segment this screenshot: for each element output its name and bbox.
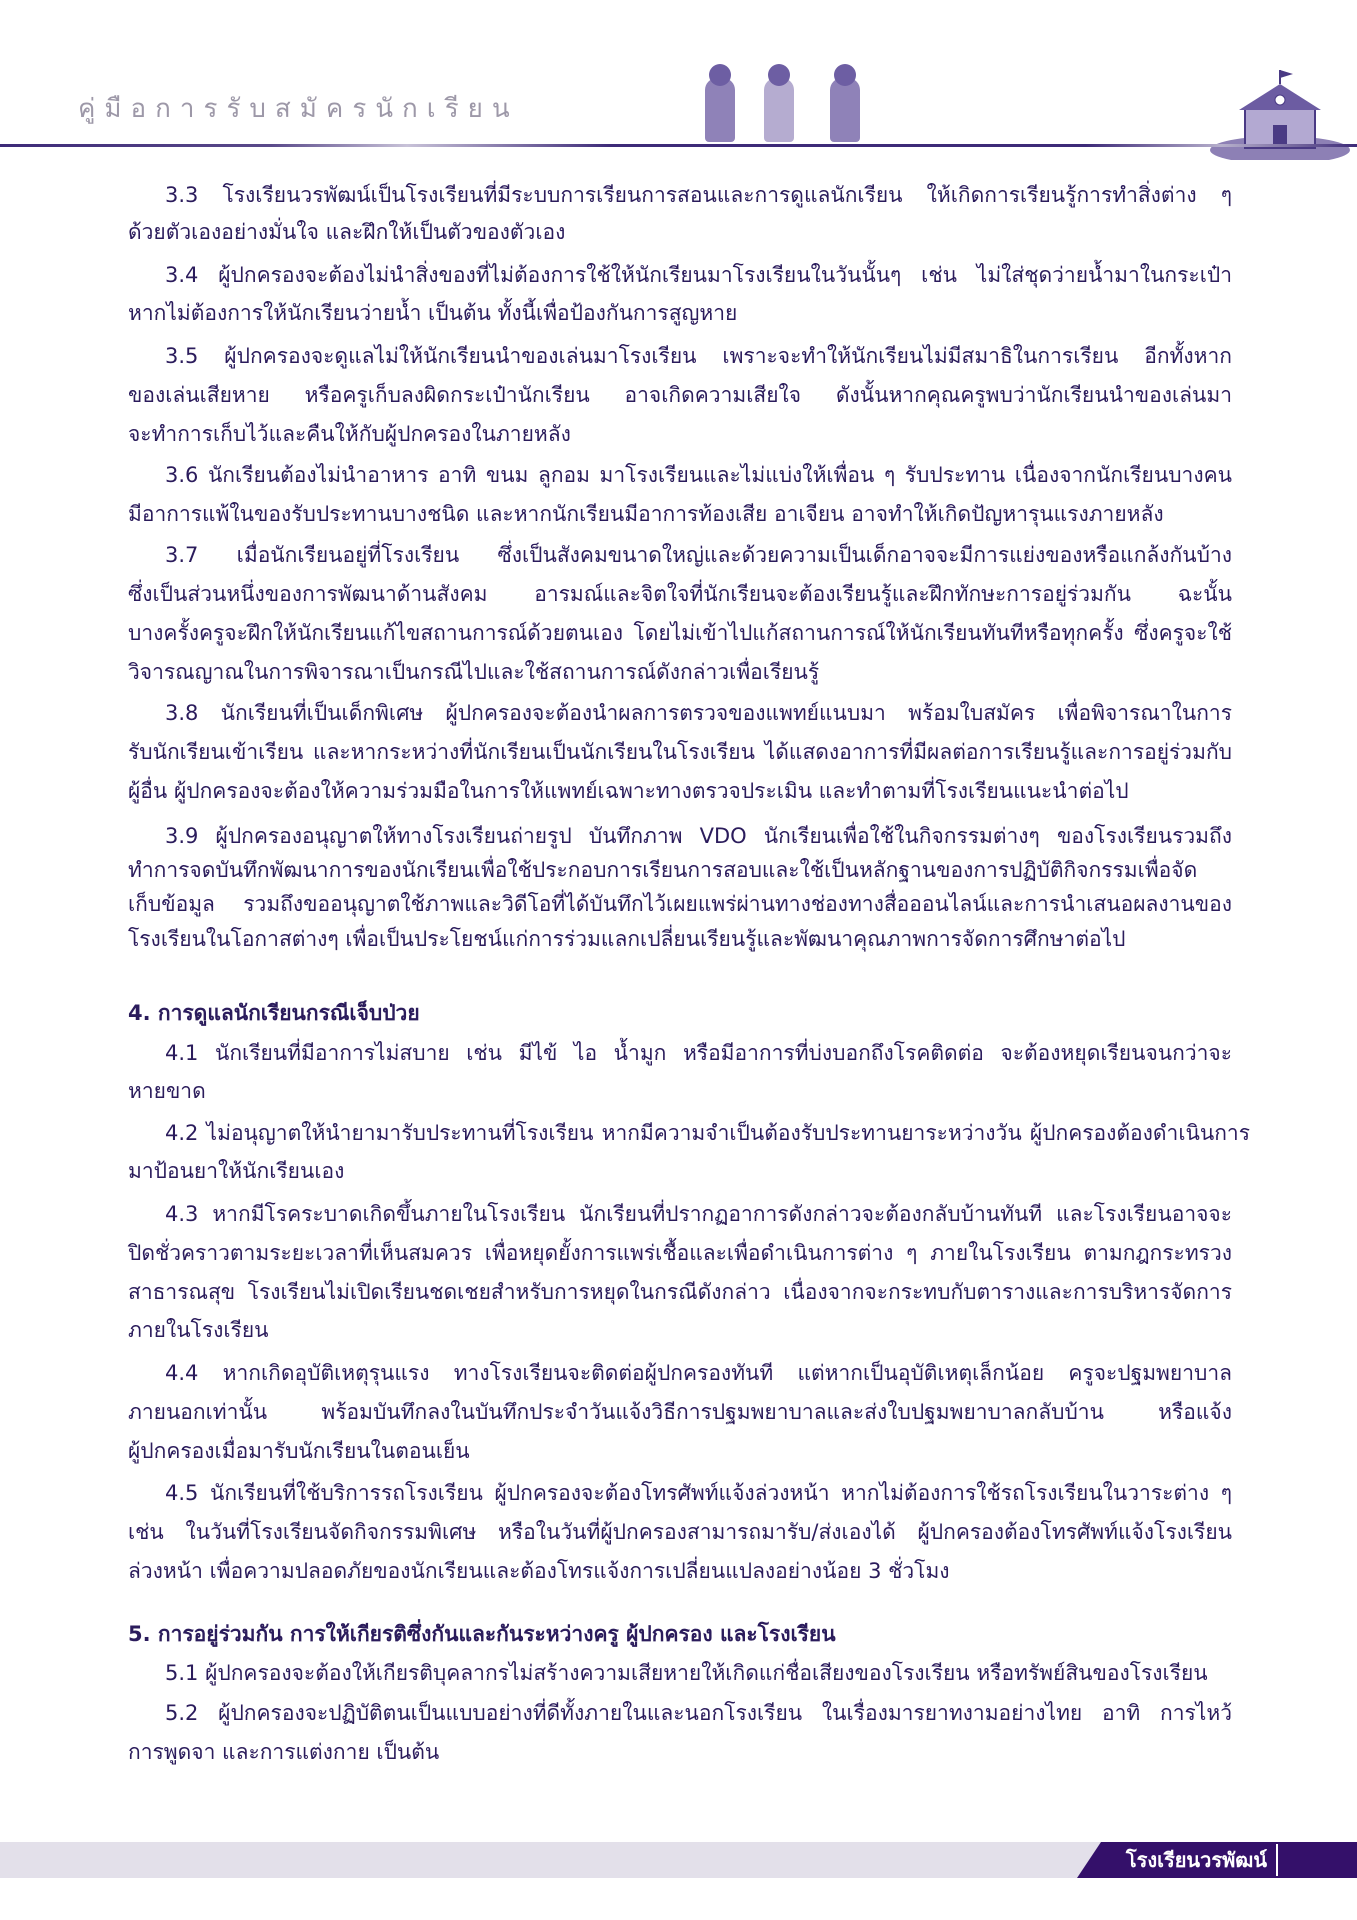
paragraph-line: 4.5 นักเรียนที่ใช้บริการรถโรงเรียน ผู้ปกครองจะต้องโทรศัพท์แจ้งล่วงหน้า หากไม่ต้องการใช้รถโรงเรียนในวาระต่าง ๆ xyxy=(165,1481,1232,1505)
header-divider xyxy=(0,144,1357,147)
document-header-title: คู่มือการรับสมัครนักเรียน xyxy=(78,94,519,124)
paragraph-line: ล่วงหน้า เพื่อความปลอดภัยของนักเรียนและต้องโทรแจ้งการเปลี่ยนแปลงอย่างน้อย 3 ชั่วโมง xyxy=(128,1559,950,1583)
section-heading: 5. การอยู่ร่วมกัน การให้เกียรติซึ่งกันและกันระหว่างครู ผู้ปกครอง และโรงเรียน xyxy=(128,1622,836,1646)
paragraph-line: ผู้ปกครองเมื่อมารับนักเรียนในตอนเย็น xyxy=(128,1439,470,1463)
paragraph-line: 5.2 ผู้ปกครองจะปฏิบัติตนเป็นแบบอย่างที่ดีทั้งภายในและนอกโรงเรียน ในเรื่องมารยาทงามอย่างไทย อาทิ การไหว้ xyxy=(165,1701,1232,1725)
paragraph-line: 3.4 ผู้ปกครองจะต้องไม่นำสิ่งของที่ไม่ต้องการใช้ให้นักเรียนมาโรงเรียนในวันนั้นๆ เช่น ไม่ใส่ชุดว่ายน้ำมาในกระเป๋า xyxy=(165,263,1232,287)
paragraph-line: ทำการจดบันทึกพัฒนาการของนักเรียนเพื่อใช้ประกอบการเรียนการสอบและใช้เป็นหลักฐานของการปฏิบัติกิจกรรมเพื่อจัด xyxy=(128,858,1198,882)
paragraph-line: เช่น ในวันที่โรงเรียนจัดกิจกรรมพิเศษ หรือในวันที่ผู้ปกครองสามารถมารับ/ส่งเองได้ ผู้ปกครองต้องโทรศัพท์แจ้งโรงเรียน xyxy=(128,1520,1232,1544)
paragraph-line: โรงเรียนในโอกาสต่างๆ เพื่อเป็นประโยชน์แก่การร่วมแลกเปลี่ยนเรียนรู้และพัฒนาคุณภาพการจัดการศึกษาต่อไป xyxy=(128,927,1126,951)
paragraph-line: 3.7 เมื่อนักเรียนอยู่ที่โรงเรียน ซึ่งเป็นสังคมขนาดใหญ่และด้วยความเป็นเด็กอาจจะมีการแย่งของหรือแกล้งกันบ้าง xyxy=(165,543,1232,567)
paragraph-line: การพูดจา และการแต่งกาย เป็นต้น xyxy=(128,1740,440,1764)
student-illustration-icon xyxy=(830,78,860,142)
section-heading: 4. การดูแลนักเรียนกรณีเจ็บป่วย xyxy=(128,1001,420,1025)
paragraph-line: มีอาการแพ้ในของรับประทานบางชนิด และหากนักเรียนมีอาการท้องเสีย อาเจียน อาจทำให้เกิดปัญหารุนแรงภายหลัง xyxy=(128,502,1164,526)
paragraph-line: 4.4 หากเกิดอุบัติเหตุรุนแรง ทางโรงเรียนจะติดต่อผู้ปกครองทันที แต่หากเป็นอุบัติเหตุเล็กน้อย ครูจะปฐมพยาบาล xyxy=(165,1361,1232,1385)
paragraph-line: 4.1 นักเรียนที่มีอาการไม่สบาย เช่น มีไข้ ไอ น้ำมูก หรือมีอาการที่บ่งบอกถึงโรคติดต่อ จะต้องหยุดเรียนจนกว่าจะ xyxy=(165,1041,1232,1065)
paragraph-line: 3.5 ผู้ปกครองจะดูแลไม่ให้นักเรียนนำของเล่นมาโรงเรียน เพราะจะทำให้นักเรียนไม่มีสมาธิในการเรียน อีกทั้งหาก xyxy=(165,344,1232,368)
paragraph-line: 5.1 ผู้ปกครองจะต้องให้เกียรติบุคลากรไม่สร้างความเสียหายให้เกิดแก่ชื่อเสียงของโรงเรียน หรือทรัพย์สินของโรงเรียน xyxy=(165,1661,1208,1685)
paragraph-line: 3.3 โรงเรียนวรพัฒน์เป็นโรงเรียนที่มีระบบการเรียนการสอนและการดูแลนักเรียน ให้เกิดการเรียนรู้การทำสิ่งต่าง ๆ xyxy=(165,183,1232,207)
paragraph-line: 3.6 นักเรียนต้องไม่นำอาหาร อาทิ ขนม ลูกอม มาโรงเรียนและไม่แบ่งให้เพื่อน ๆ รับประทาน เนื่องจากนักเรียนบางคน xyxy=(165,463,1232,487)
footer-divider xyxy=(1276,1844,1278,1876)
paragraph-line: 4.3 หากมีโรคระบาดเกิดขึ้นภายในโรงเรียน นักเรียนที่ปรากฏอาการดังกล่าวจะต้องกลับบ้านทันที และโรงเรียนอาจจะ xyxy=(165,1202,1232,1226)
paragraph-line: ภายนอกเท่านั้น พร้อมบันทึกลงในบันทึกประจำวันแจ้งวิธีการปฐมพยาบาลและส่งใบปฐมพยาบาลกลับบ้าน หรือแจ้ง xyxy=(128,1400,1232,1424)
paragraph-line: ผู้อื่น ผู้ปกครองจะต้องให้ความร่วมมือในการให้แพทย์เฉพาะทางตรวจประเมิน และทำตามที่โรงเรียนแนะนำต่อไป xyxy=(128,779,1129,803)
paragraph-line: ภายในโรงเรียน xyxy=(128,1318,269,1342)
paragraph-line: 4.2 ไม่อนุญาตให้นำยามารับประทานที่โรงเรียน หากมีความจำเป็นต้องรับประทานยาระหว่างวัน ผู้ปกครองต้องดำเนินการ xyxy=(165,1121,1250,1145)
footer-school-name: โรงเรียนวรพัฒน์ xyxy=(1125,1848,1267,1872)
paragraph-line: สาธารณสุข โรงเรียนไม่เปิดเรียนชดเชยสำหรับการหยุดในกรณีดังกล่าว เนื่องจากจะกระทบกับตารางและการบริหารจัดการ xyxy=(128,1280,1232,1304)
student-illustration-icon xyxy=(764,78,794,142)
paragraph-line: วิจารณญาณในการพิจารณาเป็นกรณีไปและใช้สถานการณ์ดังกล่าวเพื่อเรียนรู้ xyxy=(128,660,820,684)
paragraph-line: รับนักเรียนเข้าเรียน และหากระหว่างที่นักเรียนเป็นนักเรียนในโรงเรียน ได้แสดงอาการที่มีผลต่อการเรียนรู้และการอยู่ร่วมกับ xyxy=(128,740,1232,764)
paragraph-line: หากไม่ต้องการให้นักเรียนว่ายน้ำ เป็นต้น ทั้งนี้เพื่อป้องกันการสูญหาย xyxy=(128,301,738,325)
paragraph-line: บางครั้งครูจะฝึกให้นักเรียนแก้ไขสถานการณ์ด้วยตนเอง โดยไม่เข้าไปแก้สถานการณ์ให้นักเรียนทันทีหรือทุกครั้ง ซึ่งครูจะใช้ xyxy=(128,621,1232,645)
paragraph-line: ด้วยตัวเองอย่างมั่นใจ และฝึกให้เป็นตัวของตัวเอง xyxy=(128,220,566,244)
student-illustration-icon xyxy=(705,78,735,142)
paragraph-line: ของเล่นเสียหาย หรือครูเก็บลงผิดกระเป๋านักเรียน อาจเกิดความเสียใจ ดังนั้นหากคุณครูพบว่านักเรียนนำของเล่นมา xyxy=(128,383,1232,407)
paragraph-line: ปิดชั่วคราวตามระยะเวลาที่เห็นสมควร เพื่อหยุดยั้งการแพร่เชื้อและเพื่อดำเนินการต่าง ๆ ภายในโรงเรียน ตามกฎกระทรวง xyxy=(128,1241,1232,1265)
paragraph-line: 3.9 ผู้ปกครองอนุญาตให้ทางโรงเรียนถ่ายรูป บันทึกภาพ VDO นักเรียนเพื่อใช้ในกิจกรรมต่างๆ ของโรงเรียนรวมถึง xyxy=(165,824,1232,848)
paragraph-line: เก็บข้อมูล รวมถึงขออนุญาตใช้ภาพและวิดีโอที่ได้บันทึกไว้เผยแพร่ผ่านทางช่องทางสื่อออนไลน์และการนำเสนอผลงานของ xyxy=(128,892,1232,916)
paragraph-line: มาป้อนยาให้นักเรียนเอง xyxy=(128,1159,345,1183)
paragraph-line: หายขาด xyxy=(128,1079,206,1103)
paragraph-line: 3.8 นักเรียนที่เป็นเด็กพิเศษ ผู้ปกครองจะต้องนำผลการตรวจของแพทย์แนบมา พร้อมใบสมัคร เพื่อพิจารณาในการ xyxy=(165,701,1232,725)
paragraph-line: ซึ่งเป็นส่วนหนึ่งของการพัฒนาด้านสังคม อารมณ์และจิตใจที่นักเรียนจะต้องเรียนรู้และฝึกทักษะการอยู่ร่วมกัน ฉะนั้น xyxy=(128,582,1232,606)
paragraph-line: จะทำการเก็บไว้และคืนให้กับผู้ปกครองในภายหลัง xyxy=(128,422,571,446)
